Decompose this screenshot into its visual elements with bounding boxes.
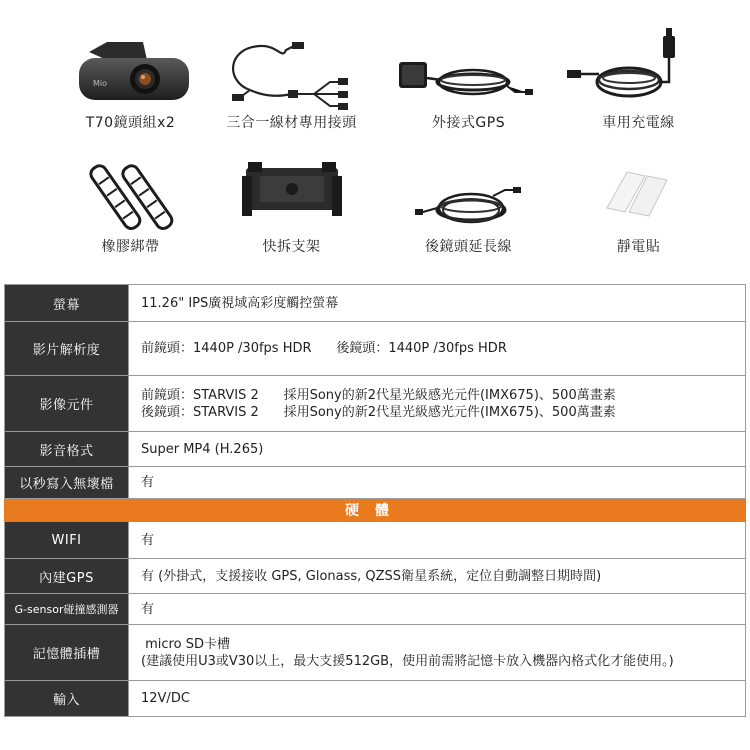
spec-value-gps: 有 (外掛式，支援接收 GPS, Glonass, QZSS衛星系統，定位自動調整日期時間)	[129, 559, 746, 594]
table-row	[5, 467, 746, 499]
spec-label-no-corrupt: 以秒寫入無壞檔	[5, 467, 129, 499]
spec-value-input: 12V/DC	[129, 681, 746, 717]
section-header-hardware: 硬體	[5, 499, 746, 522]
table-row	[5, 522, 746, 559]
table-row	[5, 681, 746, 717]
accessory-ext-cable	[375, 146, 562, 281]
spec-value-memory	[129, 625, 746, 681]
accessory-label: 快拆支架	[262, 239, 321, 255]
spec-label-memory: 記憶體插槽	[5, 625, 129, 681]
table-row	[5, 594, 746, 625]
spec-label-input: 輸入	[5, 681, 129, 717]
spec-label-resolution: 影片解析度	[5, 322, 129, 376]
memory-slot-line: micro SD卡槽	[141, 636, 230, 652]
accessory-rubber	[37, 146, 224, 281]
accessory-label: 靜電貼	[616, 239, 661, 255]
spec-label-screen: 螢幕	[5, 285, 129, 322]
spec-value-format: Super MP4 (H.265)	[129, 432, 746, 467]
accessory-label: 三合一線材專用接頭	[226, 115, 357, 131]
sensor-front-line: 前鏡頭：STARVIS 2 採用Sony的新2代星光級感光元件(IMX675)、500萬畫素	[141, 387, 616, 403]
accessory-label: T70鏡頭組x2	[85, 115, 176, 131]
spec-value-screen: 11.26" IPS廣視域高彩度觸控螢幕	[129, 285, 746, 322]
table-row	[5, 432, 746, 467]
sensor-rear-line: 後鏡頭：STARVIS 2 採用Sony的新2代星光級感光元件(IMX675)、500萬畫素	[141, 404, 616, 420]
spec-value-no-corrupt: 有	[129, 467, 746, 499]
accessory-label: 後鏡頭延長線	[425, 239, 512, 255]
table-row	[5, 625, 746, 681]
mio-logo: Mio	[93, 79, 108, 88]
spec-value-sensor	[129, 376, 746, 432]
resolution-text: 前鏡頭：1440P /30fps HDR 後鏡頭：1440P /30fps HDR	[141, 341, 507, 356]
table-row	[5, 499, 746, 522]
accessory-three-in-one	[198, 20, 385, 155]
table-row	[5, 285, 746, 322]
spec-value-gsensor: 有	[129, 594, 746, 625]
accessory-gps	[375, 20, 562, 155]
spec-table	[4, 284, 746, 717]
spec-value-wifi: 有	[129, 522, 746, 559]
accessory-static	[545, 146, 732, 281]
spec-value-resolution	[129, 322, 746, 376]
memory-note-line: (建議使用U3或V30以上，最大支援512GB，使用前需將記憶卡放入機器內格式化才能使用。)	[141, 653, 674, 669]
accessory-car-charger	[545, 20, 732, 155]
table-row	[5, 322, 746, 376]
accessory-t70	[37, 20, 224, 155]
table-row	[5, 559, 746, 594]
accessory-label: 橡膠綁帶	[101, 239, 160, 255]
accessory-mount	[198, 146, 385, 281]
accessory-grid	[0, 0, 750, 270]
spec-label-format: 影音格式	[5, 432, 129, 467]
accessory-label: 外接式GPS	[431, 115, 506, 131]
accessory-label: 車用充電線	[602, 115, 675, 131]
table-row	[5, 376, 746, 432]
spec-label-wifi: WIFI	[5, 522, 129, 559]
spec-label-gps: 內建GPS	[5, 559, 129, 594]
spec-label-sensor: 影像元件	[5, 376, 129, 432]
spec-label-gsensor: G-sensor碰撞感測器	[5, 594, 129, 625]
